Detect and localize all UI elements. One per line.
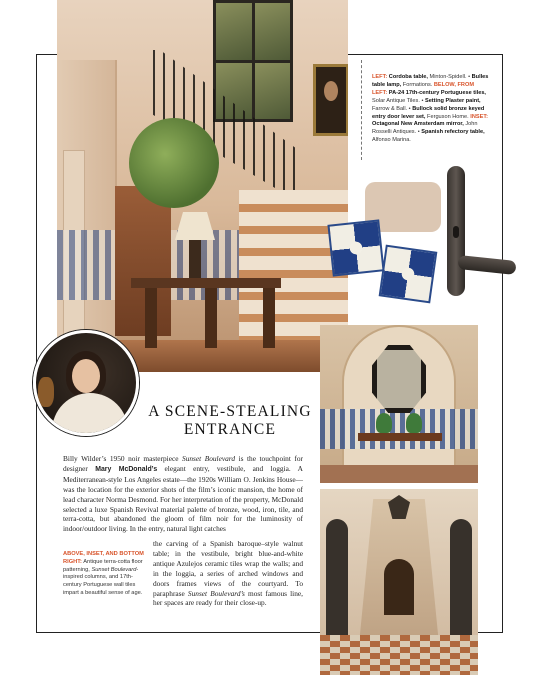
portuguese-tile [327, 219, 384, 276]
caption-label-inset: INSET: [470, 113, 488, 120]
entry-staircase-photo [57, 0, 348, 372]
loggia-photo [320, 489, 478, 675]
caption-label-below: BELOW, FROM LEFT: [372, 81, 474, 96]
arched-window [450, 519, 472, 639]
side-caption-label: ABOVE, INSET, AND BOTTOM RIGHT: [63, 551, 144, 565]
green-vase [406, 413, 422, 433]
headline [140, 403, 320, 438]
table-leg [145, 288, 157, 348]
face [72, 359, 100, 393]
designer-name: Mary McDonald’s [95, 465, 158, 473]
folding-screen [115, 186, 171, 336]
caption-item: PA-24 17th-century Portuguese tiles, [388, 89, 486, 96]
terra-cotta-floor [320, 635, 478, 675]
side-caption-text: -inspired columns, and 17th-century Portuguese wall tiles impart a beautiful sense of age. [63, 566, 143, 596]
lamp-base [189, 240, 201, 280]
caption-source: Minton-Spidell. [429, 74, 467, 80]
caption-item: Bullock solid bronze keyed entry door lever set, [372, 105, 485, 120]
film-title: Sunset Boulevard [91, 566, 137, 573]
arched-window [326, 519, 348, 639]
headline-line: ENTRANCE [183, 420, 277, 438]
arched-door [384, 559, 414, 615]
walnut-table [131, 278, 281, 288]
caption-source: Alfonso Marina. [372, 137, 411, 144]
portrait-painting [313, 64, 348, 136]
caption-item: Spanish refectory table, [421, 129, 485, 136]
caption-item: Cordoba table, [388, 74, 428, 80]
caption-source: Formations. [402, 81, 433, 88]
table-leg [205, 288, 217, 348]
caption-source: Ferguson Home. [427, 113, 469, 120]
body-text: Billy Wilder’s 1950 noir masterpiece [63, 454, 183, 463]
product-caption: LEFT: Cordoba table, Minton-Spidell. • Bulles table lamp, Formations. BELOW, FROM LEFT: PA-24 17th-century Portuguese tiles, Solar Antique Tiles. • Setting Plaster paint, Farrow & Ball. • Bullock solid bronze keyed entry door lever set, Ferguson Home. INSET: Octagonal New Amsterdam mirror, John Rosselli Antiques. • Spanish refectory table, Alfonso Marina. [372, 74, 489, 144]
film-title: Sunset Boulevard [182, 454, 236, 463]
body-text: the carving of a Spanish baroque–style walnut table; in the vestibule, bright blue-and-white antique Azulejos ceramic tiles wrap the walls; and in the loggia, a series of arched windows and doors frames views of the courtyard. To paraphrase [153, 539, 303, 598]
vase [38, 377, 54, 407]
body-paragraph-continued [153, 539, 303, 608]
caption-item: Setting Plaster paint, [424, 97, 481, 104]
vestibule-floor [320, 465, 478, 483]
caption-label-left: LEFT: [372, 74, 388, 80]
caption-rule [361, 60, 362, 160]
potted-tree [129, 118, 219, 208]
octagonal-mirror [372, 345, 426, 413]
body [52, 393, 128, 436]
green-vase [376, 413, 392, 433]
table-leg [263, 288, 275, 348]
vestibule-photo [320, 325, 478, 483]
headline-line: A SCENE-STEALING [148, 403, 312, 420]
film-title: Sunset Boulevard’s [187, 588, 245, 598]
caption-source: John Rosselli Antiques. [372, 121, 478, 136]
refectory-table [358, 433, 442, 441]
caption-item: Bulles table lamp, [372, 74, 489, 88]
caption-source: Solar Antique Tiles. [372, 97, 420, 104]
side-caption-text: Antique terra-cotta floor patterning, [63, 558, 143, 573]
body-text: most famous line, her spaces are ready for their close-up. [153, 588, 303, 608]
azulejos-tiles [320, 409, 478, 449]
designer-portrait [33, 330, 139, 436]
keyhole [453, 226, 459, 238]
body-text: is the touchpoint for designer [63, 454, 303, 473]
caption-item: Octagonal New Amsterdam mirror, [372, 121, 464, 128]
body-paragraph [63, 454, 303, 534]
portuguese-tile [379, 245, 438, 304]
photo-side-caption [63, 551, 147, 598]
caption-source: Farrow & Ball. [372, 105, 408, 112]
body-text: elegant entry, vestibule, and loggia. A Mediterranean-style Los Angeles estate—the 1920s William O. Jenkins House—was the location for the exterior shots of the film’s iconic mansion, the home of lead character Norma Desmond. For her interpretation of the property, McDonald selected a luxe Spanish Revival material palette of bronze, wood, iron, tile, and terra-cotta, but abandoned the gloom of film noir for the luminosity of indoor/outdoor living. In the entry, natural light catches [63, 463, 303, 534]
table-lamp [175, 212, 215, 240]
